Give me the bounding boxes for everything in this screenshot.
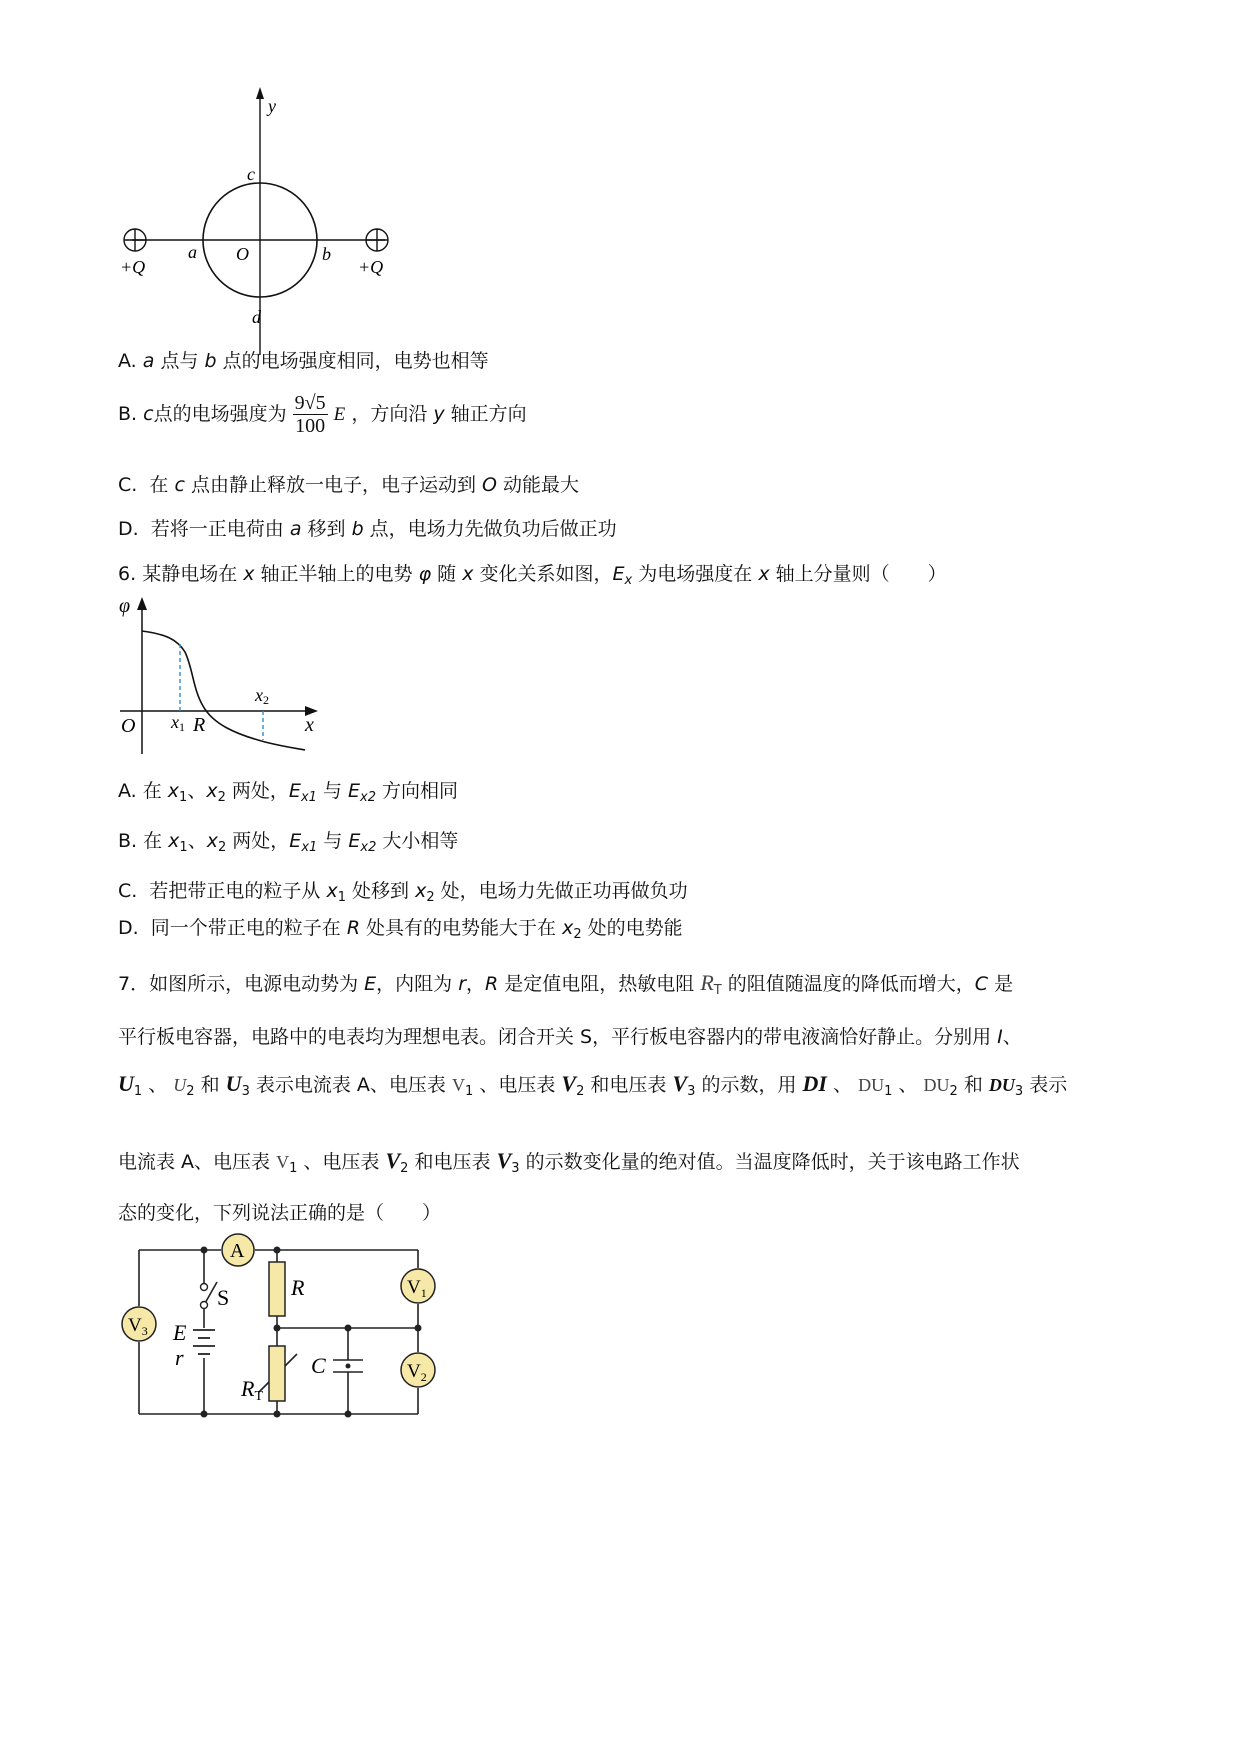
label-phi: φ <box>119 595 131 617</box>
fraction-9sqrt5-over-100: $\frac{9√5}{100}$ <box>294 392 326 437</box>
q7-stem-line-3: $U_1$ 、 $U_2$ 和 $U_3$ 表示电流表 A、电压表 $V_1$ 、电压表 $V_2$ 和电压表 $V_3$ 的示数，用 DI 、 $DU_1$ 、 $DU_2$ 和 $DU_3$ 表示 <box>118 1071 1068 1099</box>
q7-stem-line-2: 平行板电容器，电路中的电表均为理想电表。闭合开关 S，平行板电容器内的带电液滴恰好静止。分别用 I、 <box>118 1026 1022 1048</box>
label-x2: x2 <box>255 685 269 707</box>
q5-option-c[interactable]: C. 在 c 点由静止释放一电子，电子运动到 O 动能最大 <box>118 474 580 496</box>
voltmeter-v2-label: $V_2$ <box>407 1361 427 1384</box>
label-O: O <box>236 244 249 264</box>
q7-stem-line-1: 7．如图所示，电源电动势为 E，内阻为 r，R 是定值电阻，热敏电阻 $R_T$ 的阻值随温度的降低而增大，C 是 <box>118 970 1014 998</box>
capacitor-C-label: C <box>311 1353 326 1378</box>
q6-option-d[interactable]: D. 同一个带正电的粒子在 R 处具有的电势能大于在 $x_2$ 处的电势能 <box>118 917 683 942</box>
label-x1: x1 <box>171 712 185 734</box>
figure-circuit <box>115 1230 445 1425</box>
thermistor-RT-label: RT <box>241 1376 264 1404</box>
label-b: b <box>322 244 331 264</box>
label-q-right: +Q <box>358 257 384 277</box>
label-y: y <box>268 96 276 116</box>
label-q-left: +Q <box>120 257 146 277</box>
label-c: c <box>247 164 255 184</box>
label-x-axis: x <box>305 714 314 736</box>
label-origin: O <box>121 715 136 737</box>
figure-potential-curve <box>115 594 335 764</box>
switch-label: S <box>217 1285 230 1310</box>
q7-stem-line-5: 态的变化，下列说法正确的是（ ） <box>118 1202 442 1224</box>
q6-stem: 6. 某静电场在 x 轴正半轴上的电势 φ 随 x 变化关系如图，$E_x$ 为电场强度在 x 轴上分量则（ ） <box>118 563 947 588</box>
q5-option-a[interactable]: A. a 点与 b 点的电场强度相同，电势也相等 <box>118 350 489 372</box>
emf-E-label: E <box>173 1320 187 1345</box>
internal-r-label: r <box>175 1345 184 1370</box>
voltmeter-v3-label: $V_3$ <box>128 1315 148 1338</box>
label-R: R <box>193 714 206 736</box>
figure-charges-circle <box>120 85 420 370</box>
q6-option-b[interactable]: B. 在 $x_1$、$x_2$ 两处，$E_{x1}$ 与 $E_{x2}$ 大小相等 <box>118 830 459 855</box>
q5-option-b[interactable]: B. c点的电场强度为 $\frac{9√5}{100}$ E ，方向沿 y 轴正方向 <box>118 392 527 437</box>
resistor-R-label: R <box>291 1275 305 1300</box>
ammeter-label: A <box>230 1240 245 1262</box>
q6-option-a[interactable]: A. 在 $x_1$、$x_2$ 两处，$E_{x1}$ 与 $E_{x2}$ 方向相同 <box>118 780 459 805</box>
q5-option-d[interactable]: D. 若将一正电荷由 a 移到 b 点，电场力先做负功后做正功 <box>118 518 617 540</box>
label-d: d <box>252 307 261 327</box>
voltmeter-v1-label: $V_1$ <box>407 1277 427 1300</box>
label-a: a <box>188 242 197 262</box>
q7-stem-line-4: 电流表 A、电压表 $V_1$ 、电压表 $V_2$ 和电压表 $V_3$ 的示数变化量的绝对值。当温度降低时，关于该电路工作状 <box>118 1148 1020 1176</box>
q6-option-c[interactable]: C. 若把带正电的粒子从 $x_1$ 处移到 $x_2$ 处，电场力先做正功再做负功 <box>118 880 688 905</box>
